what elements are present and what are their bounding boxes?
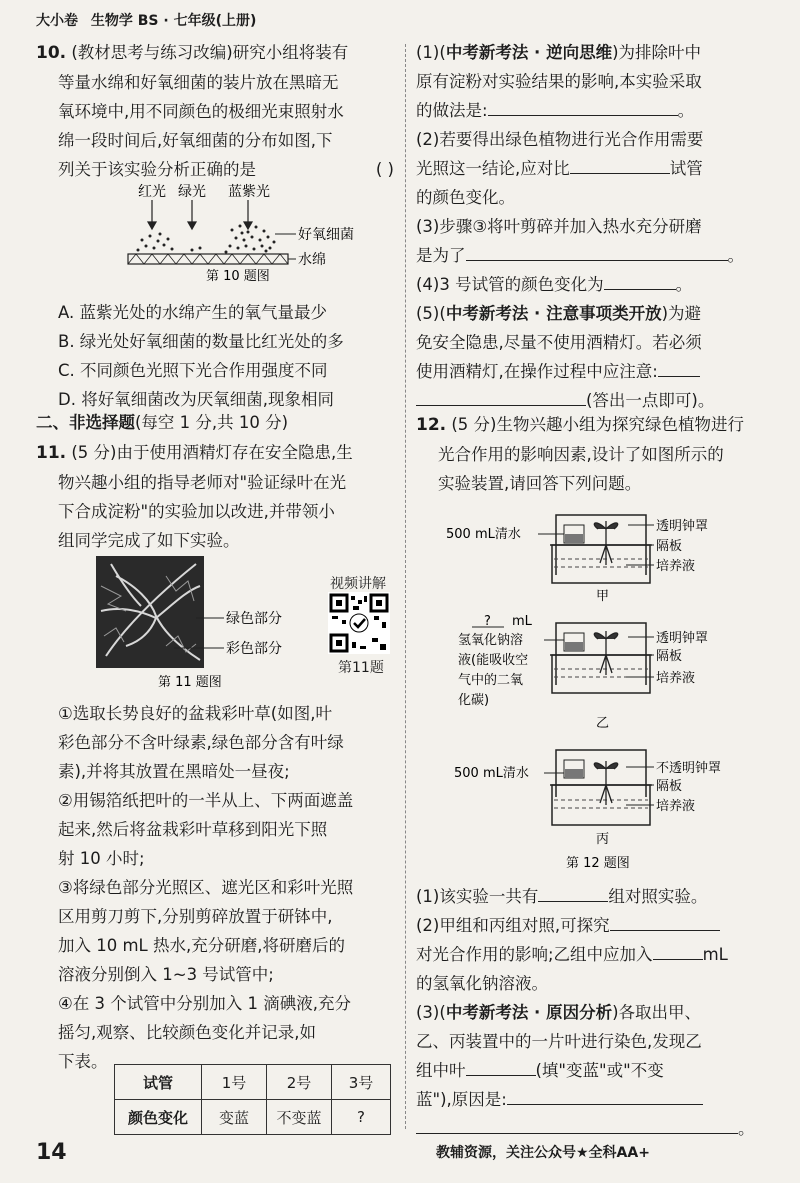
label-aerobic-bacteria: 好氧细菌 bbox=[298, 227, 354, 243]
step-line: 下表。 bbox=[58, 1052, 108, 1071]
answer-blank[interactable] bbox=[604, 271, 676, 290]
table-cell: 变蓝 bbox=[202, 1100, 267, 1135]
book-subject: 生物学 BS · 七年级(上册) bbox=[90, 13, 257, 29]
qr-caption: 第11题 bbox=[338, 660, 384, 676]
question-12 bbox=[416, 410, 766, 498]
answer-blank[interactable] bbox=[416, 1115, 738, 1134]
table-header: 2号 bbox=[267, 1065, 332, 1100]
q10-line: 氧环境中,用不同颜色的极细光束照射水 bbox=[58, 102, 344, 121]
section-heading bbox=[36, 408, 288, 437]
setup-name: 丙 bbox=[596, 832, 610, 847]
answer-blank[interactable] bbox=[610, 912, 720, 931]
step-line: ④在 3 个试管中分别加入 1 滴碘液,充分 bbox=[58, 994, 352, 1013]
exam-tag: 中考新考法 · 原因分析 bbox=[445, 1003, 613, 1022]
svg-text:mL: mL bbox=[512, 614, 532, 629]
question-number: 10. bbox=[36, 43, 67, 63]
q10-line: 绵一段时间后,好氧细菌的分布如图,下 bbox=[58, 131, 333, 150]
q10-line: (教材思考与练习改编)研究小组将装有 bbox=[71, 43, 349, 62]
q10-figure bbox=[120, 182, 380, 282]
culture-container bbox=[552, 545, 650, 583]
table-header: 3号 bbox=[332, 1065, 391, 1100]
svg-text:培养液: 培养液 bbox=[656, 799, 696, 814]
table-cell: 不变蓝 bbox=[267, 1100, 332, 1135]
q12-line: (5 分)生物兴趣小组为探究绿色植物进行 bbox=[451, 415, 744, 434]
q10-options bbox=[58, 298, 403, 414]
step-line: ①选取长势良好的盆栽彩叶草(如图,叶 bbox=[58, 704, 332, 723]
q11-line: 下合成淀粉"的实验加以改进,并带领小 bbox=[58, 502, 335, 521]
svg-text:隔板: 隔板 bbox=[656, 649, 683, 664]
answer-blank[interactable] bbox=[466, 1057, 536, 1076]
question-11 bbox=[36, 438, 401, 555]
setup-name: 乙 bbox=[596, 716, 610, 731]
page-number: 14 bbox=[36, 1140, 67, 1165]
step-line: 区用剪刀剪下,分别剪碎放置于研钵中, bbox=[58, 907, 333, 926]
svg-text:隔板: 隔板 bbox=[656, 779, 683, 794]
q11-result-table bbox=[114, 1064, 391, 1135]
step-line: 素),并将其放置在黑暗处一昼夜; bbox=[58, 762, 290, 781]
culture-container bbox=[552, 655, 650, 693]
column-divider bbox=[405, 44, 406, 1129]
left-label: 500 mL清水 bbox=[446, 527, 521, 542]
table-cell: 颜色变化 bbox=[115, 1100, 202, 1135]
step-line: 射 10 小时; bbox=[58, 849, 145, 868]
answer-blank[interactable] bbox=[653, 941, 703, 960]
footer-note: 教辅资源，关注公众号★全科AA+ bbox=[436, 1145, 650, 1161]
svg-text:氢氧化钠溶: 氢氧化钠溶 bbox=[458, 633, 524, 648]
answer-bracket: ( ) bbox=[375, 160, 394, 179]
svg-text:透明钟罩: 透明钟罩 bbox=[656, 519, 709, 534]
svg-text:透明钟罩: 透明钟罩 bbox=[656, 631, 709, 646]
svg-text:培养液: 培养液 bbox=[656, 671, 696, 686]
alga-filament bbox=[128, 254, 288, 264]
plant-icon bbox=[594, 761, 617, 805]
q11-line: (5 分)由于使用酒精灯存在安全隐患,生 bbox=[71, 443, 353, 462]
section-title: 二、非选择题 bbox=[36, 413, 135, 432]
q12-subquestions: (1)该实验一共有 组对照实验。 (2)甲组和丙组对照,可探究 对光合作用的影响;乙组中应加入 mL 的氢氧化钠溶液。 (3)(中考新考法 · 原因分析)各取出甲、 乙、丙装置中的一片叶进行染色,发现乙 组中叶 (填"变蓝"或"不变 蓝"),原因是: 。 bbox=[416, 882, 766, 1143]
light-label-green: 绿光 bbox=[178, 184, 206, 200]
video-label: 视频讲解 bbox=[330, 576, 386, 592]
subq-line: 免安全隐患,尽量不使用酒精灯。若必须 bbox=[416, 333, 702, 352]
answer-blank[interactable] bbox=[658, 358, 700, 377]
q10-line: 等量水绵和好氧细菌的装片放在黑暗无 bbox=[58, 73, 339, 92]
table-row bbox=[115, 1065, 391, 1100]
step-line: 摇匀,观察、比较颜色变化并记录,如 bbox=[58, 1023, 316, 1042]
step-line: 起来,然后将盆栽彩叶草移到阳光下照 bbox=[58, 820, 328, 839]
setup-yi bbox=[458, 614, 708, 731]
question-number: 11. bbox=[36, 443, 67, 463]
option-a: A. 蓝紫光处的水绵产生的氧气量最少 bbox=[58, 303, 327, 322]
q12-figure bbox=[446, 505, 776, 870]
svg-text:化碳): 化碳) bbox=[458, 693, 490, 708]
section-note: (每空 1 分,共 10 分) bbox=[135, 413, 289, 432]
exam-tag: 中考新考法 · 注意事项类开放 bbox=[445, 304, 662, 323]
plant-icon bbox=[594, 631, 617, 675]
q12-line: 实验装置,请回答下列问题。 bbox=[438, 474, 642, 493]
figure-caption: 第 10 题图 bbox=[206, 269, 270, 282]
answer-blank[interactable] bbox=[466, 242, 728, 261]
step-line: ③将绿色部分光照区、遮光区和彩叶光照 bbox=[58, 878, 354, 897]
question-10 bbox=[36, 38, 398, 184]
qr-code-icon[interactable] bbox=[328, 592, 390, 654]
figure-caption: 第 11 题图 bbox=[158, 675, 222, 690]
brand-name: 大小卷 bbox=[36, 13, 78, 29]
subq-line: (2)若要得出绿色植物进行光合作用需要 bbox=[416, 130, 704, 149]
answer-blank[interactable] bbox=[538, 883, 608, 902]
table-header: 试管 bbox=[115, 1065, 202, 1100]
option-d: D. 将好氧细菌改为厌氧细菌,现象相同 bbox=[58, 390, 334, 409]
subq-line: 原有淀粉对实验结果的影响,本实验采取 bbox=[416, 72, 702, 91]
setup-bing bbox=[454, 750, 721, 847]
bacteria-dots bbox=[137, 225, 276, 254]
svg-text:隔板: 隔板 bbox=[656, 539, 683, 554]
table-cell: ? bbox=[332, 1100, 391, 1135]
q11-leaf-figure bbox=[96, 556, 301, 692]
table-header: 1号 bbox=[202, 1065, 267, 1100]
subq-line: 乙、丙装置中的一片叶进行染色,发现乙 bbox=[416, 1032, 702, 1051]
figure-caption: 第 12 题图 bbox=[566, 856, 630, 870]
answer-blank[interactable] bbox=[507, 1086, 703, 1105]
q12-line: 光合作用的影响因素,设计了如图所示的 bbox=[438, 445, 724, 464]
q11-line: 物兴趣小组的指导老师对"验证绿叶在光 bbox=[58, 473, 347, 492]
bell-jar bbox=[556, 623, 646, 685]
subq-line: 的颜色变化。 bbox=[416, 188, 515, 207]
q11-subquestions: (1)(中考新考法 · 逆向思维)为排除叶中 原有淀粉对实验结果的影响,本实验采取 的做法是: 。 (2)若要得出绿色植物进行光合作用需要 光照这一结论,应对比 试管 的颜色变化。 (3)步骤③将叶剪碎并加入热水充分研磨 是为了 。 (4)3 号试管的颜色变化为 。 (5)(中考新考法 · 注意事项类开放)为避 免安全隐患,尽量不使用酒精灯。若必须 使用酒精灯,在操作过程中应注意: (答出一点即可)。 bbox=[416, 38, 766, 415]
exam-tag: 中考新考法 · 逆向思维 bbox=[445, 43, 613, 62]
svg-text:液(能吸收空: 液(能吸收空 bbox=[458, 653, 529, 668]
page-header bbox=[36, 10, 256, 30]
q11-steps bbox=[58, 699, 403, 1076]
light-label-red: 红光 bbox=[138, 184, 166, 200]
light-label-blue-violet: 蓝紫光 bbox=[228, 184, 270, 200]
label-variegated-part: 彩色部分 bbox=[226, 641, 282, 657]
plant-icon bbox=[594, 521, 617, 565]
label-spirogyra: 水绵 bbox=[298, 252, 326, 268]
svg-text:培养液: 培养液 bbox=[656, 559, 696, 574]
option-b: B. 绿光处好氧细菌的数量比红光处的多 bbox=[58, 332, 344, 351]
svg-text:气中的二氧: 气中的二氧 bbox=[458, 673, 524, 688]
step-line: ②用锡箔纸把叶的一半从上、下两面遮盖 bbox=[58, 791, 354, 810]
subq-line: 的氢氧化钠溶液。 bbox=[416, 974, 548, 993]
setup-jia bbox=[446, 515, 708, 604]
step-line: 加入 10 mL 热水,充分研磨,将研磨后的 bbox=[58, 936, 345, 955]
table-row bbox=[115, 1100, 391, 1135]
svg-text:?: ? bbox=[484, 614, 491, 629]
subq-line: (3)步骤③将叶剪碎并加入热水充分研磨 bbox=[416, 217, 702, 236]
setup-name: 甲 bbox=[596, 589, 610, 604]
option-c: C. 不同颜色光照下光合作用强度不同 bbox=[58, 361, 328, 380]
svg-text:不透明钟罩: 不透明钟罩 bbox=[656, 761, 722, 776]
q10-line: 列关于该实验分析正确的是 bbox=[58, 160, 256, 179]
answer-blank[interactable] bbox=[570, 155, 670, 174]
step-line: 彩色部分不含叶绿素,绿色部分含有叶绿 bbox=[58, 733, 344, 752]
step-line: 溶液分别倒入 1~3 号试管中; bbox=[58, 965, 274, 984]
light-arrows bbox=[148, 200, 252, 229]
question-number: 12. bbox=[416, 415, 447, 435]
left-label: 500 mL清水 bbox=[454, 766, 529, 781]
answer-blank[interactable] bbox=[488, 97, 678, 116]
label-green-part: 绿色部分 bbox=[226, 611, 282, 627]
answer-blank[interactable] bbox=[416, 387, 586, 406]
q11-line: 组同学完成了如下实验。 bbox=[58, 531, 240, 550]
